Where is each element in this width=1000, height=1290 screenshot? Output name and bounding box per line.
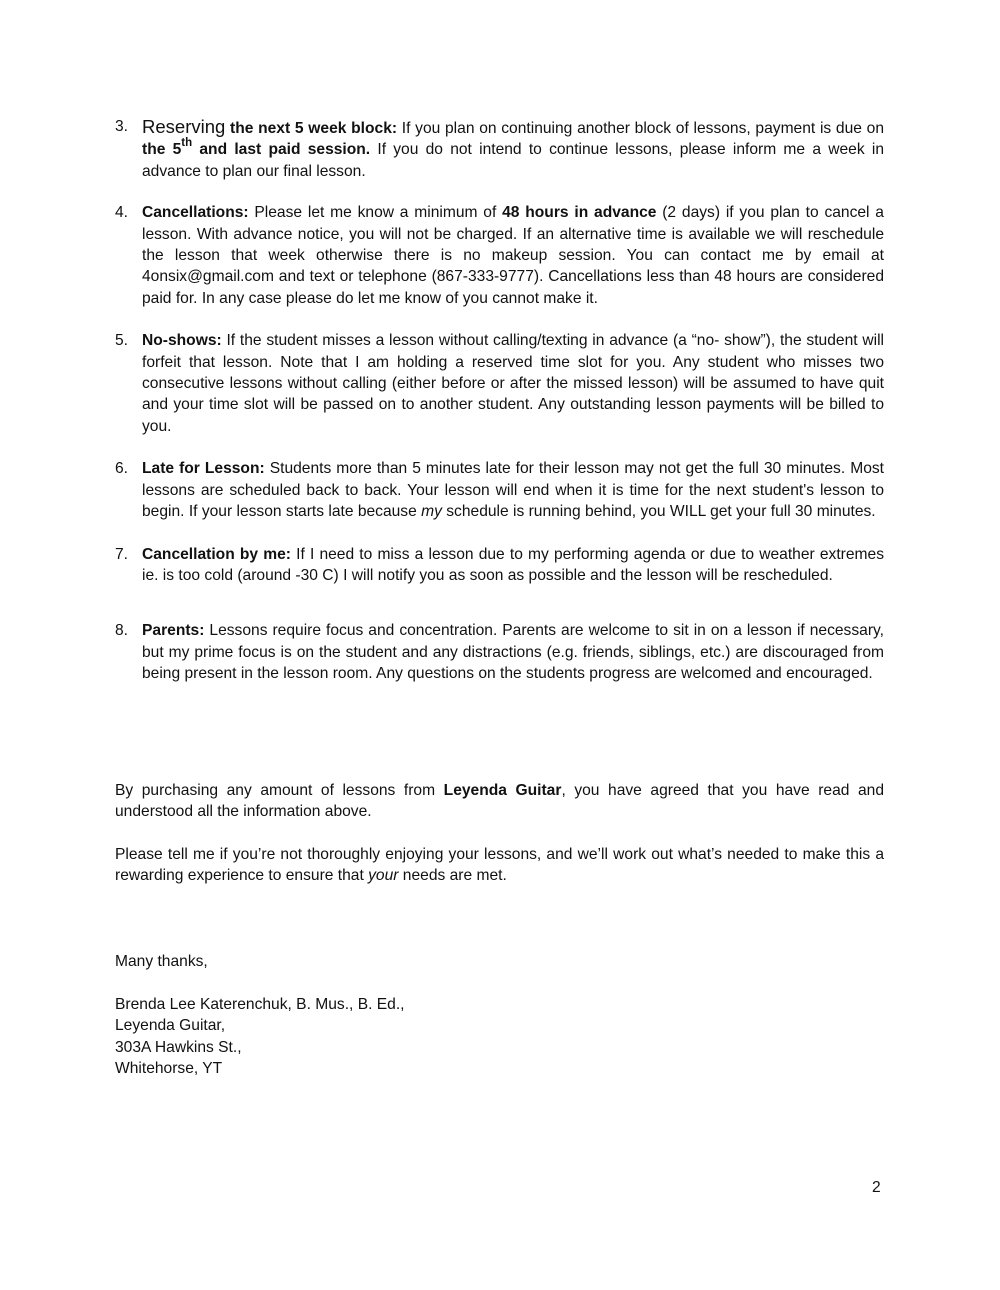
item-title: Late for Lesson:: [142, 460, 265, 478]
signature-street: 303A Hawkins St.,: [115, 1038, 242, 1056]
signature-city: Whitehorse, YT: [115, 1060, 223, 1078]
item-text: If you plan on continuing another block of lessons, payment is due on: [397, 120, 884, 137]
item-italic: my: [421, 503, 442, 521]
item-title: No-shows:: [142, 332, 222, 350]
item-title: Cancellation by me:: [142, 545, 291, 563]
item-body: [142, 544, 884, 587]
item-title: Parents:: [142, 622, 205, 640]
item-emphasis: 48 hours in advance: [502, 204, 657, 222]
policy-item-cancellations: [115, 202, 884, 309]
policy-item-reserving: [115, 116, 884, 182]
paragraph-italic: your: [368, 867, 399, 885]
page-number: 2: [872, 1179, 881, 1196]
enjoyment-paragraph: [115, 844, 884, 887]
policy-item-cancellation-by-me: [115, 544, 884, 587]
item-text: schedule is running behind, you WILL get your full 30 minutes.: [441, 503, 876, 521]
item-text: Please let me know a minimum of: [248, 204, 503, 222]
agreement-paragraph: [115, 780, 884, 823]
item-body: [142, 202, 884, 309]
business-name: Leyenda Guitar: [443, 782, 562, 799]
signature-name: Brenda Lee Katerenchuk, B. Mus., B. Ed.,: [115, 996, 405, 1013]
item-number: 8.: [115, 622, 129, 640]
paragraph-text: Please tell me if you’re not thoroughly enjoying your lessons, and we’ll work out what’s needed to make this a rewarding experience to ensure that: [115, 846, 884, 885]
paragraph-text: needs are met.: [398, 867, 507, 885]
item-text: If I need to miss a lesson due to my performing agenda or due to weather extremes ie. is too cold (around -30 C) I will notify you as soon as possible and the lesson will be rescheduled.: [142, 545, 885, 584]
policy-item-late-for-lesson: [115, 458, 884, 522]
policy-item-no-shows: [115, 330, 884, 437]
policy-item-parents: [115, 620, 884, 684]
paragraph-text: By purchasing any amount of lessons from: [115, 782, 444, 799]
item-title: Cancellations:: [142, 204, 249, 222]
item-body: [142, 116, 884, 182]
item-text: If you do not intend to continue lessons, please inform me a week in advance to plan our final lesson.: [142, 141, 884, 180]
item-number: 4.: [115, 204, 129, 222]
item-title: the next 5 week block:: [225, 120, 398, 137]
item-emphasis: the 5: [142, 141, 182, 159]
policy-list: [115, 116, 884, 685]
signature-business: Leyenda Guitar,: [115, 1017, 226, 1035]
item-text: Lessons require focus and concentration. Parents are welcome to sit in on a lesson if necessary, but my prime focus is on the student and any distractions (e.g. friends, siblings, etc.) are discouraged from being present in the lesson room. Any questions on the students progress are welcomed and encouraged.: [142, 622, 884, 683]
item-text: If the student misses a lesson without calling/texting in advance (a “no- show”), the student will forfeit that lesson. Note that I am holding a reserved time slot for you. Any student who misses two consecutive lessons without calling (either before or after the missed lesson) will be assumed to have quit and your time slot will be passed on to another student. Any outstanding lesson payments will be billed to you.: [142, 332, 884, 435]
item-body: [142, 458, 884, 522]
item-text: (2 days) if you plan to cancel a lesson. With advance notice, you will not be charged. If an alternative time is available we will reschedule the lesson that week otherwise there is no makeup session. You can contact me by email at 4onsix@gmail.com and text or telephone (867-333-9777). Cancellations less than 48 hours are considered paid for. In any case please do let me know of you cannot make it.: [142, 204, 884, 307]
item-title-lead: Reserving: [142, 116, 226, 137]
closing-salutation: Many thanks,: [115, 953, 208, 970]
item-number: 7.: [115, 545, 129, 563]
paragraph-text: , you have agreed that you have read and understood all the information above.: [115, 782, 885, 821]
item-number: 5.: [115, 332, 129, 350]
item-text: Students more than 5 minutes late for their lesson may not get the full 30 minutes. Most lessons are scheduled back to back. Your lesson will end when it is time for the next student's lesson to begin. If your lesson starts late because: [142, 460, 884, 521]
item-number: 3.: [115, 118, 129, 135]
item-emphasis: and last paid session.: [192, 141, 371, 159]
ordinal-suffix: th: [181, 137, 193, 150]
item-body: [142, 620, 884, 684]
signature-block: [115, 994, 405, 1080]
item-number: 6.: [115, 460, 129, 478]
item-body: [142, 330, 884, 437]
